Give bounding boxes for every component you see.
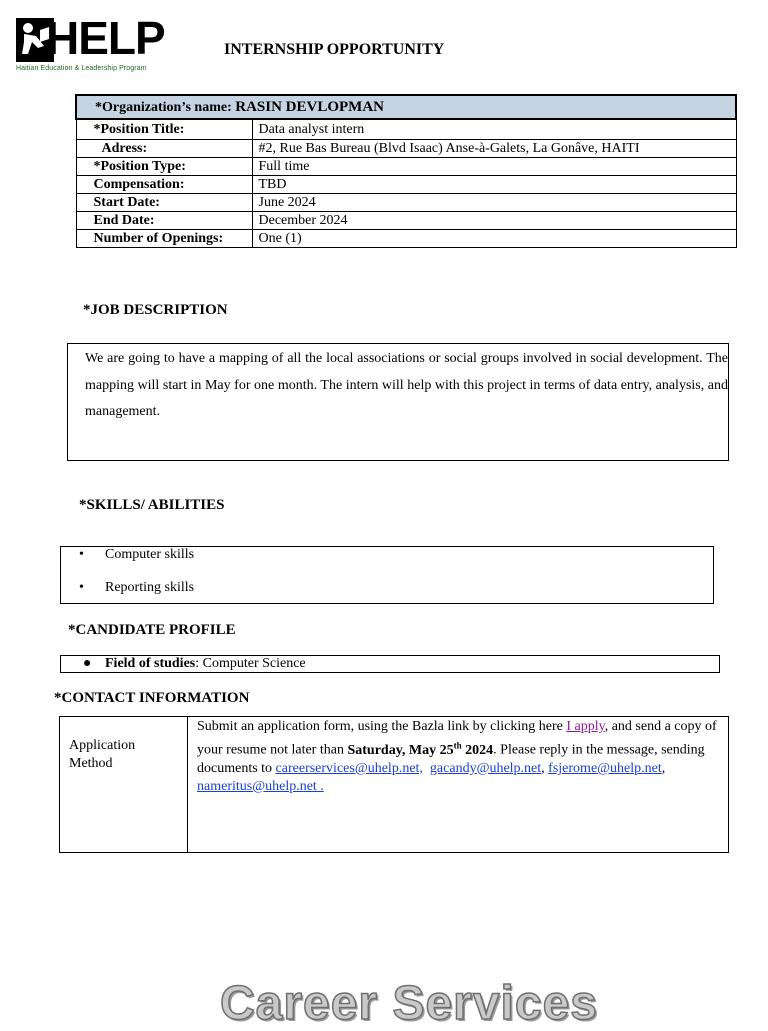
position-title-value: Data analyst intern: [252, 119, 736, 140]
email-link-careerservices[interactable]: careerservices@uhelp.net,: [275, 760, 423, 776]
organization-row: [76, 95, 736, 119]
bullet-icon: •: [79, 547, 84, 562]
help-logo: [16, 12, 182, 76]
candidate-profile-box: [60, 655, 720, 673]
job-description-heading: *JOB DESCRIPTION: [83, 302, 228, 318]
email-link-nameritus[interactable]: nameritus@uhelp.net .: [197, 778, 324, 794]
instructions-text-1: Submit an application form, using the Bazla link by clicking here: [197, 719, 567, 734]
position-type-value: Full time: [252, 158, 736, 176]
field-of-studies: [105, 656, 306, 672]
bullet-icon: •: [79, 580, 84, 595]
table-row: [76, 230, 736, 248]
address-label: Adress:: [76, 140, 252, 158]
skills-box: [60, 546, 714, 604]
deadline-ordinal: th: [453, 740, 462, 750]
contact-table: [59, 716, 729, 853]
instructions-text-2: , and send a copy of your resume not later than: [197, 719, 717, 758]
end-date-label: End Date:: [76, 212, 252, 230]
end-date-value: December 2024: [252, 212, 736, 230]
apply-link[interactable]: I apply: [566, 719, 605, 734]
table-row: [76, 176, 736, 194]
separator: ,: [541, 760, 545, 776]
bullet-icon: ●: [83, 656, 92, 671]
skill-text: Reporting skills: [105, 580, 195, 595]
application-method-label-line1: Application: [69, 738, 136, 753]
application-instructions: [188, 717, 729, 853]
position-type-label: *Position Type:: [76, 158, 252, 176]
skills-heading: *SKILLS/ ABILITIES: [79, 497, 225, 513]
separator: ,: [661, 760, 666, 776]
career-services-brand: Career Services: [220, 977, 598, 1030]
logo-wordmark: HELP: [46, 12, 165, 64]
list-item: [61, 547, 713, 567]
start-date-value: June 2024: [252, 194, 736, 212]
application-method-label-line2: Method: [69, 756, 113, 771]
job-description-text: We are going to have a mapping of all the local associations or social groups involved in social development. The mapping will start in May for one month. The intern will help with this project in terms of data entry, analysis, and management.: [85, 351, 728, 419]
table-row: [76, 140, 736, 158]
skill-text: Computer skills: [105, 547, 195, 562]
application-method-label: [60, 717, 188, 853]
start-date-label: Start Date:: [76, 194, 252, 212]
position-title-label: *Position Title:: [76, 119, 252, 140]
table-row: [60, 717, 729, 853]
openings-label: Number of Openings:: [76, 230, 252, 248]
contact-heading: *CONTACT INFORMATION: [54, 690, 250, 706]
organization-cell: [76, 95, 736, 119]
organization-label: *Organization’s name:: [95, 99, 232, 115]
field-of-studies-label: Field of studies: [105, 656, 196, 671]
table-row: [76, 119, 736, 140]
compensation-label: Compensation:: [76, 176, 252, 194]
document-title: INTERNSHIP OPPORTUNITY: [224, 41, 445, 58]
list-item: [61, 580, 713, 600]
openings-value: One (1): [252, 230, 736, 248]
compensation-value: TBD: [252, 176, 736, 194]
candidate-profile-heading: *CANDIDATE PROFILE: [68, 622, 236, 638]
deadline-day: Saturday, May 25: [347, 742, 454, 758]
logo-tagline: Haitian Education & Leadership Program: [16, 65, 147, 72]
instructions-text-3: . Please reply in the message, sending documents to: [197, 742, 705, 776]
table-row: [76, 158, 736, 176]
address-value: #2, Rue Bas Bureau (Blvd Isaac) Anse-à-Galets, La Gonâve, HAITI: [252, 140, 736, 158]
table-row: [76, 212, 736, 230]
organization-name: RASIN DEVLOPMAN: [235, 98, 385, 115]
position-info-table: [75, 94, 737, 248]
email-link-gacandy[interactable]: gacandy@uhelp.net: [429, 760, 542, 776]
deadline-date: [347, 740, 494, 758]
table-row: [76, 194, 736, 212]
field-of-studies-value: : Computer Science: [195, 656, 306, 671]
deadline-year: 2024: [461, 742, 494, 758]
job-description-box: [67, 343, 729, 461]
email-link-fsjerome[interactable]: fsjerome@uhelp.net: [548, 760, 662, 776]
